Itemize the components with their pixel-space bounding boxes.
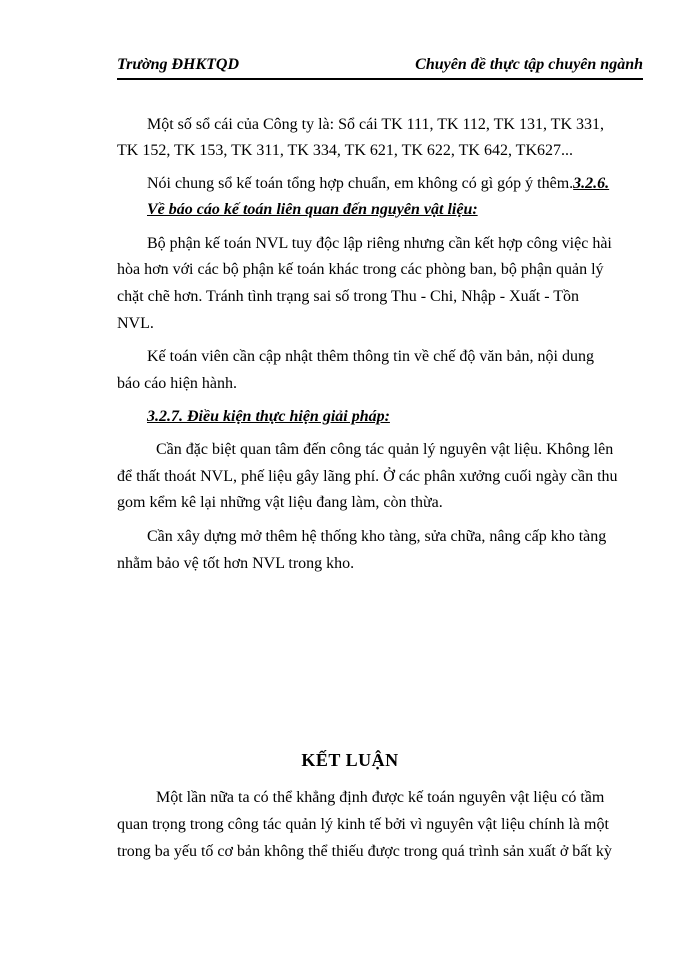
paragraph-line: Bộ phận kế toán NVL tuy độc lập riêng nhưng cần kết hợp công việc hài — [147, 235, 612, 252]
paragraph-line: Kế toán viên cần cập nhật thêm thông tin về chế độ văn bản, nội dung — [147, 348, 594, 365]
header-report-title: Chuyên đề thực tập chuyên ngành — [415, 56, 643, 73]
paragraph-text: Nói chung sổ kế toán tổng hợp chuẩn, em không có gì góp ý thêm. — [147, 175, 574, 192]
paragraph-line: quan trọng trong công tác quản lý kinh tế bởi vì nguyên vật liệu chính là một — [117, 816, 609, 833]
paragraph-line: NVL. — [117, 315, 154, 332]
paragraph-line: Cần đặc biệt quan tâm đến công tác quản lý nguyên vật liệu. Không lên — [156, 441, 614, 458]
paragraph-line: gom kểm kê lại những vật liệu đang làm, còn thừa. — [117, 494, 443, 511]
paragraph-line: chặt chẽ hơn. Tránh tình trạng sai số trong Thu - Chi, Nhập - Xuất - Tồn — [117, 288, 580, 305]
section-heading-327: 3.2.7. Điều kiện thực hiện giải pháp: — [147, 408, 390, 425]
paragraph-line: trong ba yếu tố cơ bản không thể thiếu được trong quá trình sản xuất ở bất kỳ — [117, 843, 612, 860]
page-header — [117, 54, 643, 80]
paragraph-line — [147, 176, 643, 192]
paragraph-line: hòa hơn với các bộ phận kế toán khác trong các phòng ban, bộ phận quản lý — [117, 261, 604, 278]
header-school: Trường ĐHKTQD — [117, 56, 240, 73]
paragraph-line: Một số sổ cái của Công ty là: Sổ cái TK 111, TK 112, TK 131, TK 331, — [147, 116, 605, 133]
section-heading-326: Về báo cáo kế toán liên quan đến nguyên vật liệu: — [147, 201, 478, 218]
paragraph-line: TK 152, TK 153, TK 311, TK 334, TK 621, TK 622, TK 642, TK627... — [117, 142, 574, 159]
paragraph-line: để thất thoát NVL, phế liệu gây lãng phí. Ở các phân xưởng cuối ngày cần thu — [117, 468, 618, 485]
section-number-326: 3.2.6. — [573, 175, 610, 192]
conclusion-title: KẾT LUẬN — [301, 750, 399, 770]
paragraph-line: Một lần nữa ta có thể khẳng định được kế toán nguyên vật liệu có tầm — [156, 789, 605, 806]
paragraph-line: Cần xây dựng mở thêm hệ thống kho tàng, sửa chữa, nâng cấp kho tàng — [147, 528, 607, 545]
paragraph-line: báo cáo hiện hành. — [117, 375, 237, 392]
paragraph-line: nhằm bảo vệ tốt hơn NVL trong kho. — [117, 555, 355, 572]
